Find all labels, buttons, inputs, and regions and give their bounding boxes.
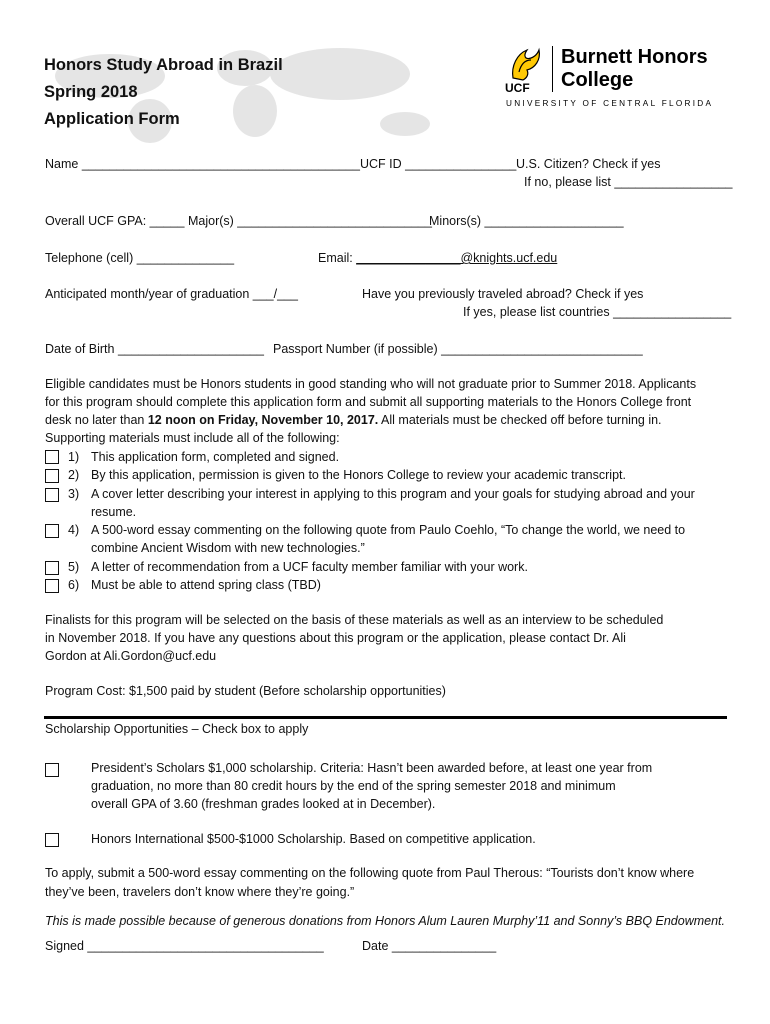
deadline-pre: desk no later than	[45, 413, 148, 427]
checklist-text-3a: A cover letter describing your interest in applying to this program and your goals for studying abroad and your	[91, 487, 695, 501]
ucf-wordmark: UCF	[505, 81, 530, 95]
finalists-line-2: in November 2018. If you have any questions about this program or the application, please contact Dr. Ali	[45, 631, 626, 645]
supporting-materials-heading: Supporting materials must include all of the following:	[45, 431, 340, 445]
citizen-list-field[interactable]: If no, please list _________________	[524, 175, 733, 189]
eligibility-line-3	[45, 414, 662, 427]
finalists-line-3: Gordon at Ali.Gordon@ucf.edu	[45, 649, 217, 663]
signature-field[interactable]: Signed __________________________________	[45, 939, 324, 953]
abroad-question[interactable]: Have you previously traveled abroad? Check if yes	[362, 287, 644, 301]
apply-line-2: they’ve been, travelers don’t know where they’re going.”	[45, 885, 355, 899]
checklist-text-1: This application form, completed and signed.	[91, 450, 340, 464]
checklist-text-6: Must be able to attend spring class (TBD)	[91, 578, 321, 592]
form-title	[44, 52, 283, 133]
title-line-2: Spring 2018	[44, 83, 138, 101]
checklist-checkbox-3[interactable]	[45, 488, 59, 502]
majors-field[interactable]: Major(s) ____________________________	[188, 214, 432, 228]
email-field[interactable]	[318, 252, 557, 265]
checklist-num-4: 4)	[68, 523, 80, 537]
checklist-text-4a: A 500-word essay commenting on the following quote from Paulo Coehlo, “To change the world, we need to	[91, 523, 686, 537]
pegasus-icon	[507, 46, 543, 82]
section-divider	[44, 716, 727, 719]
checklist-checkbox-2[interactable]	[45, 469, 59, 483]
checklist-num-2: 2)	[68, 468, 80, 482]
presidents-scholar-line-2: graduation, no more than 80 credit hours by the end of the spring semester 2018 and minimum	[91, 779, 616, 793]
presidents-scholar-line-1: President’s Scholars $1,000 scholarship. Criteria: Hasn’t been awarded before, at least one year from	[91, 761, 653, 775]
eligibility-line-1: Eligible candidates must be Honors students in good standing who will not graduate prior to Summer 2018. Applicants	[45, 377, 697, 391]
title-line-3: Application Form	[44, 110, 180, 128]
email-domain: @knights.ucf.edu	[460, 251, 558, 265]
finalists-line-1: Finalists for this program will be selected on the basis of these materials as well as an interview to be scheduled	[45, 613, 664, 627]
checklist-num-5: 5)	[68, 560, 80, 574]
college-name	[561, 46, 708, 92]
citizen-question[interactable]: U.S. Citizen? Check if yes	[516, 157, 661, 171]
checklist-text-2: By this application, permission is given to the Honors College to review your academic transcript.	[91, 468, 626, 482]
ucf-id-field[interactable]: UCF ID ________________	[360, 157, 517, 171]
date-field[interactable]: Date _______________	[362, 939, 497, 953]
international-scholarship-checkbox[interactable]	[45, 833, 59, 847]
university-name: UNIVERSITY OF CENTRAL FLORIDA	[506, 99, 714, 108]
name-field[interactable]: Name ________________________________________	[45, 157, 360, 171]
deadline-bold: 12 noon on Friday, November 10, 2017.	[147, 413, 379, 427]
program-cost: Program Cost: $1,500 paid by student (Before scholarship opportunities)	[45, 684, 446, 698]
checklist-text-3b: resume.	[91, 505, 137, 519]
telephone-field[interactable]: Telephone (cell) ______________	[45, 251, 235, 265]
email-blank[interactable]: _______________	[356, 251, 461, 265]
checklist-num-6: 6)	[68, 578, 80, 592]
title-line-1: Honors Study Abroad in Brazil	[44, 56, 283, 74]
email-label: Email:	[318, 251, 357, 265]
checklist-checkbox-1[interactable]	[45, 450, 59, 464]
checklist-num-1: 1)	[68, 450, 80, 464]
donor-thanks: This is made possible because of generous donations from Honors Alum Lauren Murphy’11 and Sonny’s BBQ Endowment.	[45, 914, 726, 928]
deadline-post: All materials must be checked off before turning in.	[378, 413, 662, 427]
gpa-field[interactable]: Overall UCF GPA: _____	[45, 214, 185, 228]
college-logo	[503, 44, 733, 114]
logo-divider	[552, 46, 553, 92]
apply-line-1: To apply, submit a 500-word essay commenting on the following quote from Paul Therous: “Tourists don’t know where	[45, 866, 695, 880]
presidents-scholar-line-3: overall GPA of 3.60 (freshman grades looked at in December).	[91, 797, 436, 811]
scholarship-heading: Scholarship Opportunities – Check box to apply	[45, 722, 309, 736]
eligibility-line-2: for this program should complete this application form and submit all supporting materials to the Honors College front	[45, 395, 692, 409]
checklist-checkbox-4[interactable]	[45, 524, 59, 538]
checklist-text-5: A letter of recommendation from a UCF faculty member familiar with your work.	[91, 560, 528, 574]
minors-field[interactable]: Minors(s) ____________________	[429, 214, 624, 228]
checklist-checkbox-6[interactable]	[45, 579, 59, 593]
presidents-scholar-checkbox[interactable]	[45, 763, 59, 777]
graduation-field[interactable]: Anticipated month/year of graduation ___/___	[45, 287, 298, 301]
passport-field[interactable]: Passport Number (if possible) _____________________________	[273, 342, 643, 356]
college-name-line-1: Burnett Honors	[561, 46, 708, 68]
checklist-checkbox-5[interactable]	[45, 561, 59, 575]
checklist-text-4b: combine Ancient Wisdom with new technologies.”	[91, 541, 365, 555]
dob-field[interactable]: Date of Birth _____________________	[45, 342, 264, 356]
abroad-list-field[interactable]: If yes, please list countries _________________	[463, 305, 732, 319]
college-name-line-2: College	[561, 69, 634, 91]
checklist-num-3: 3)	[68, 487, 80, 501]
international-scholarship-text: Honors International $500-$1000 Scholarship. Based on competitive application.	[91, 832, 536, 846]
